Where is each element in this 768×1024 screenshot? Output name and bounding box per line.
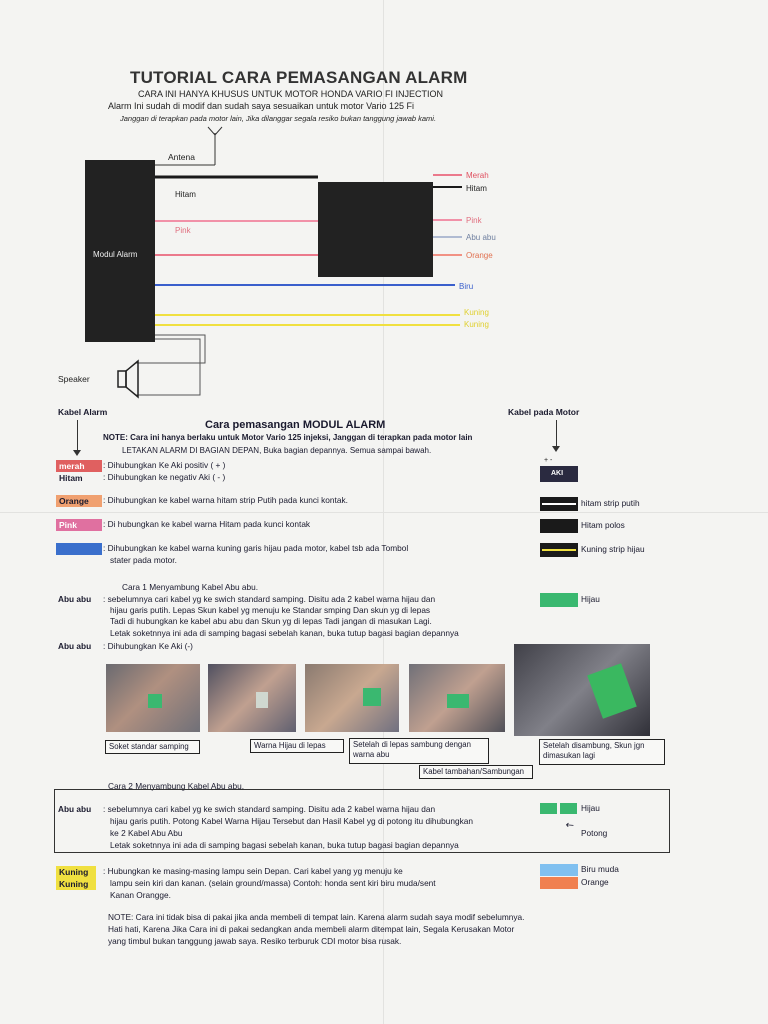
wiring-diagram [0, 125, 768, 405]
caption-soket-standar: Soket standar samping [105, 740, 200, 754]
arrow-head-left-icon [73, 450, 81, 456]
label-biru: Biru [459, 282, 474, 291]
photo-soket-standar [106, 664, 200, 732]
label-orange: Orange [466, 251, 493, 260]
subtitle-2: Alarm Ini sudah di modif dan sudah saya sesuaikan untuk motor Vario 125 Fi [108, 101, 414, 111]
label-hijau-2: Hijau [581, 803, 600, 813]
cara1-line-2: hijau garis putih. Lepas Skun kabel yg menuju ke Standar smping Dan skun yg di lepas [110, 605, 431, 615]
aki-signs: + - [544, 457, 553, 464]
final-note-1: NOTE: Cara ini tidak bisa di pakai jika anda membeli di tempat lain. Karena alarm sudah saya modif sebelumnya. [108, 912, 525, 922]
tag-pink: Pink [56, 519, 102, 531]
cara1-tag: Abu abu [58, 594, 92, 604]
tag-kuning-2: Kuning [56, 878, 96, 890]
tag-biru: Biru [56, 543, 102, 555]
final-note-2: Hati hati, Karena Jika Cara ini di pakai sedangkan anda membeli alarm ditempat lain, Segala Kerusakan Motor [108, 924, 515, 934]
aki-label: AKI [551, 470, 564, 477]
swatch-hijau-cut-2 [560, 803, 577, 814]
row-pink-text: : Di hubungkan ke kabel warna Hitam pada kunci kontak [103, 519, 311, 529]
cara2-line-3: ke 2 Kabel Abu Abu [110, 828, 183, 838]
page-title: TUTORIAL CARA PEMASANGAN ALARM [130, 68, 468, 87]
label-kuning-strip: Kuning strip hijau [581, 544, 645, 554]
swatch-hijau [540, 593, 578, 607]
row-orange-text: : Dihubungkan ke kabel warna hitam strip Putih pada kunci kontak. [103, 495, 348, 505]
header-kabel-alarm: Kabel Alarm [58, 407, 108, 417]
speaker-cone [126, 361, 138, 397]
caption-sambung-abu: Setelah di lepas sambung dengan warna abu [349, 738, 489, 764]
swatch-kuning-strip-line [542, 549, 576, 551]
label-pink: Pink [466, 216, 482, 225]
speaker-icon [118, 371, 126, 387]
alarm-module-label: Modul Alarm [93, 250, 138, 259]
kuning-line-1: : Hubungkan ke masing-masing lampu sein Depan. Cari kabel yang yg menuju ke [103, 866, 403, 876]
photo-kabel-tambahan [409, 664, 505, 732]
kuning-line-2: lampu sein kiri dan kanan. (selain ground/massa) Contoh: honda sent kiri biru muda/sent [110, 878, 436, 888]
photo-sambung-abu [305, 664, 399, 732]
swatch-hitam-polos [540, 519, 578, 533]
cara2-title: Cara 2 Menyambung Kabel Abu abu. [108, 781, 245, 791]
antenna-label: Antena [168, 152, 195, 162]
label-merah: Merah [466, 171, 489, 180]
tag-orange: Orange [56, 495, 102, 507]
cara1-line-3: Tadi di hubungkan ke kabel abu abu dan Skun yg di lepas Tadi jangan di masukan Lagi. [110, 616, 432, 626]
photo-setelah-disambung [514, 644, 650, 736]
section-title: Cara pemasangan MODUL ALARM [205, 419, 386, 431]
swatch-hitam-strip-line [542, 503, 576, 505]
label-biru-muda: Biru muda [581, 864, 619, 874]
photo-warna-hijau-dilepas [208, 664, 296, 732]
swatch-biru-muda [540, 864, 578, 876]
arrow-head-right-icon [552, 446, 560, 452]
cara1-line-4: Letak soketnnya ini ada di samping bagasi sebelah kanan, buka tutup bagasi bagian depannya [110, 628, 459, 638]
cara2-tag: Abu abu [58, 804, 92, 814]
tag-hitam: Hitam [59, 473, 83, 483]
cara1-title: Cara 1 Menyambung Kabel Abu abu. [122, 582, 259, 592]
kuning-line-3: Kanan Orangge. [110, 890, 171, 900]
tag-kuning-1: Kuning [56, 866, 96, 878]
row-biru-text-2: stater pada motor. [110, 555, 177, 565]
cara1-line-aki: : Dihubungkan Ke Aki (-) [103, 641, 193, 651]
cara2-line-4: Letak soketnnya ini ada di samping bagasi sebelah kanan, buka tutup bagasi bagian depannya [110, 840, 459, 850]
cara1-line-1: : sebelumnya cari kabel yg ke swich standard samping. Disitu ada 2 kabel warna hijau dan [103, 594, 436, 604]
caption-hijau-dilepas: Warna Hijau di lepas [250, 739, 344, 753]
row-merah-text: : Dihubungkan Ke Aki positiv ( + ) [103, 460, 226, 470]
header-kabel-motor: Kabel pada Motor [508, 407, 580, 417]
cara1-tag-2: Abu abu [58, 641, 92, 651]
caption-kabel-tambahan: Kabel tambahan/Sambungan [419, 765, 533, 779]
tag-merah: merah [56, 460, 102, 472]
speaker-wire-2 [136, 339, 200, 395]
note: NOTE: Cara ini hanya berlaku untuk Motor Vario 125 injeksi, Janggan di terapkan pada motor lain [103, 433, 473, 442]
row-hitam-text: : Dihubungkan ke negativ Aki ( - ) [103, 472, 226, 482]
paper-fold [0, 512, 768, 513]
label-kuning-1: Kuning [464, 308, 489, 317]
label-hijau: Hijau [581, 594, 600, 604]
arrow-potong-icon: ↖ [563, 818, 577, 833]
swatch-hijau-cut-1 [540, 803, 557, 814]
arrow-down-left [77, 420, 78, 452]
label-pink-left: Pink [175, 226, 191, 235]
label-hitam-left: Hitam [175, 190, 196, 199]
caption-setelah-disambung: Setelah disambung, Skun jgn dimasukan lagi [539, 739, 665, 765]
label-hitam-polos: Hitam polos [581, 520, 625, 530]
cara2-line-2: hijau garis putih. Potong Kabel Warna Hijau Tersebut dan Hasil Kabel yg di potong itu dihubungkan [110, 816, 473, 826]
note-2: LETAKAN ALARM DI BAGIAN DEPAN, Buka bagian depannya. Semua sampai bawah. [122, 446, 432, 455]
connector-box [318, 182, 433, 277]
swatch-orange [540, 877, 578, 889]
cara2-line-1: : sebelumnya cari kabel yg ke swich standard samping. Disitu ada 2 kabel warna hijau dan [103, 804, 436, 814]
label-hitam-strip: hitam strip putih [581, 498, 640, 508]
arrow-down-right [556, 420, 557, 448]
subtitle-1: CARA INI HANYA KHUSUS UNTUK MOTOR HONDA VARIO FI INJECTION [138, 89, 444, 99]
label-hitam: Hitam [466, 184, 487, 193]
subtitle-3: Janggan di terapkan pada motor lain, Jika dilanggar segala resiko bukan tanggung jawab kami. [120, 114, 437, 123]
row-biru-text: : Dihubungkan ke kabel warna kuning garis hijau pada motor, kabel tsb ada Tombol [103, 543, 409, 553]
label-abu: Abu abu [466, 233, 496, 242]
speaker-label: Speaker [58, 374, 90, 384]
final-note-3: yang timbul bukan tanggung jawab saya. Resiko terburuk CDI motor bisa rusak. [108, 936, 402, 946]
label-orange-right: Orange [581, 877, 609, 887]
label-potong: Potong [581, 828, 608, 838]
label-kuning-2: Kuning [464, 320, 489, 329]
